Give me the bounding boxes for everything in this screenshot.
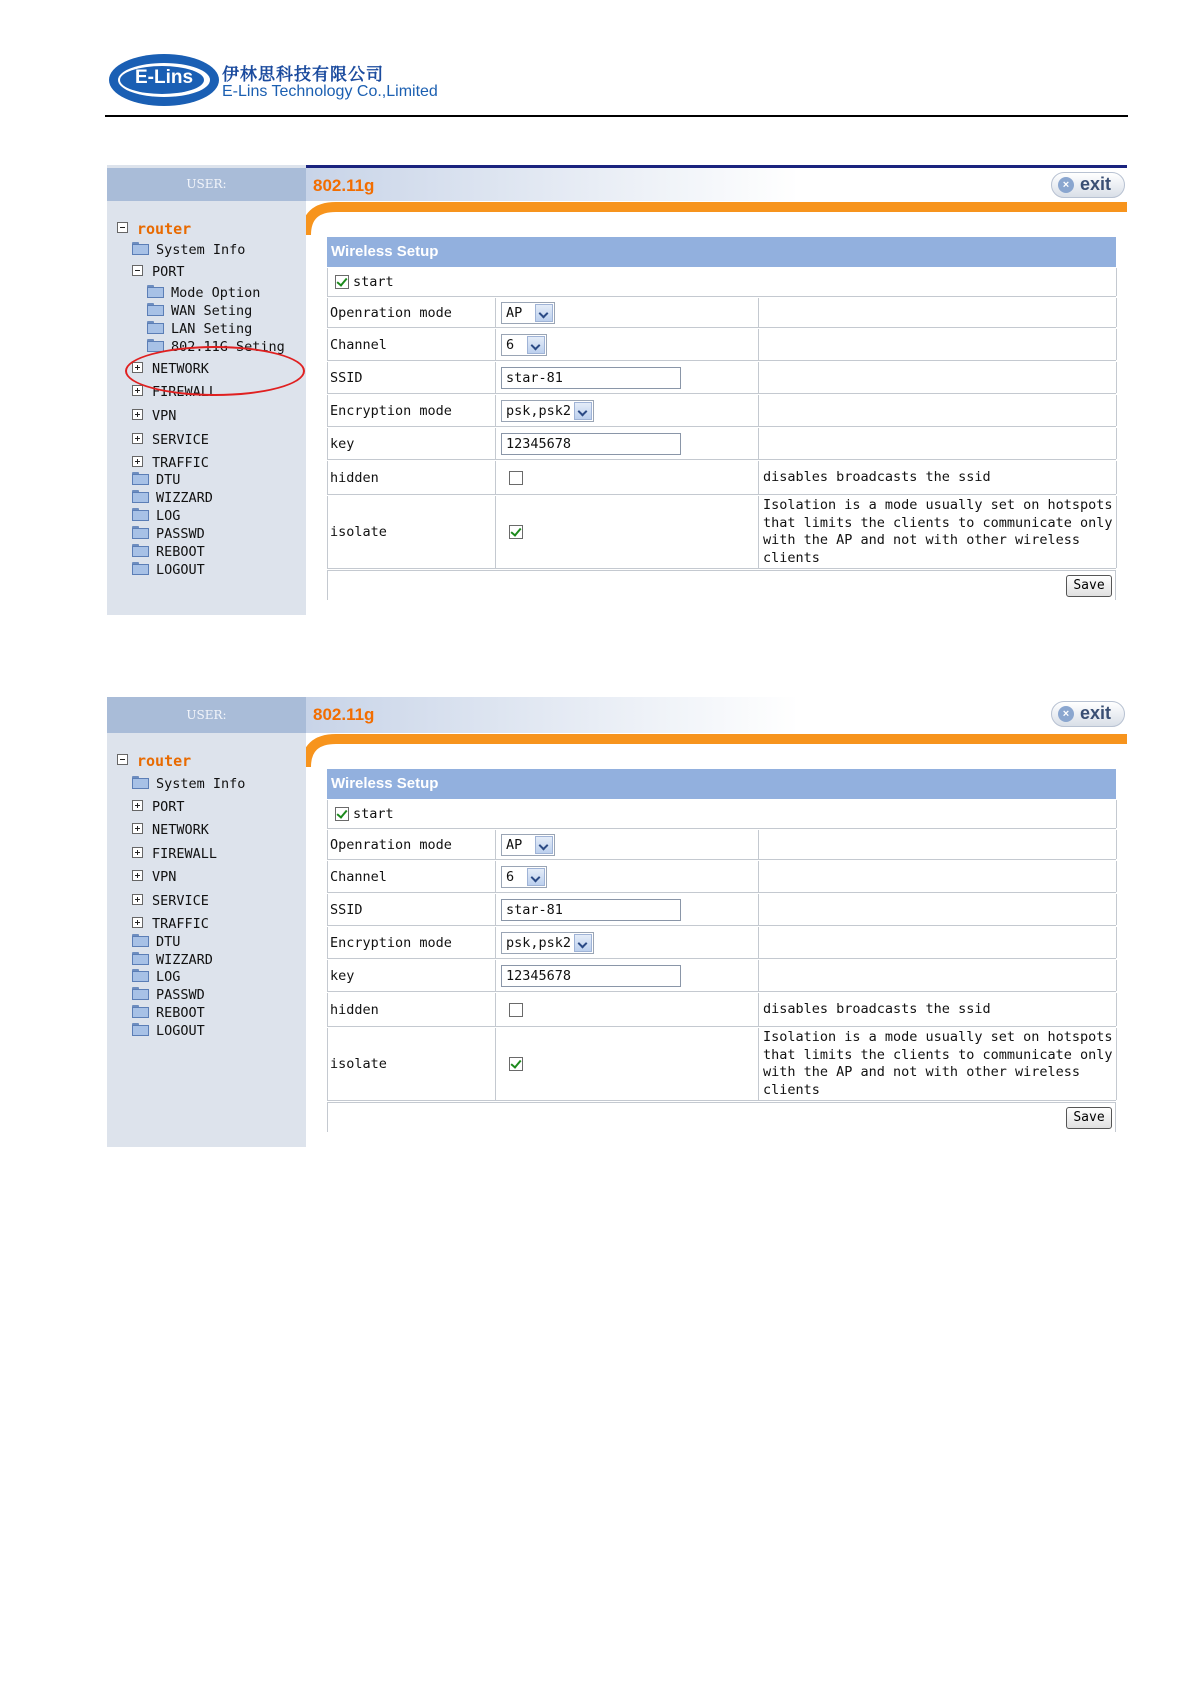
tree-item-logout[interactable] — [132, 1022, 205, 1040]
hidden-note: disables broadcasts the ssid — [763, 1000, 991, 1017]
tree-item-lan-seting[interactable] — [147, 320, 252, 338]
expand-icon — [132, 385, 143, 396]
save-button[interactable]: Save — [1066, 575, 1112, 597]
key-note-cell — [760, 428, 1117, 459]
start-label: start — [353, 806, 394, 822]
tree-item-label: 802.11G Seting — [171, 339, 285, 355]
operation-mode-note-cell — [760, 830, 1117, 859]
key-value-cell — [497, 960, 759, 991]
channel-label: Channel — [328, 329, 496, 360]
orange-frame-curve — [306, 201, 1127, 235]
expand-icon — [132, 409, 143, 420]
channel-value-cell — [497, 329, 759, 360]
tree-item-router[interactable] — [117, 752, 191, 770]
folder-icon — [132, 490, 148, 502]
tree-item-service[interactable] — [132, 892, 209, 910]
tree-item-label: PASSWD — [156, 526, 205, 542]
save-button[interactable]: Save — [1066, 1107, 1112, 1129]
tree-item-mode-option[interactable] — [147, 284, 260, 302]
operation-mode-value-cell — [497, 830, 759, 859]
title-bar — [306, 697, 1127, 733]
tree-item-system-info[interactable] — [132, 241, 245, 259]
operation-mode-row — [327, 830, 1116, 860]
tree-item-label: PORT — [152, 799, 185, 815]
tree-item-network[interactable] — [132, 360, 209, 378]
router-screenshot-2 — [107, 697, 1127, 1147]
tree-item-label: VPN — [152, 408, 177, 424]
hidden-row — [327, 993, 1116, 1027]
key-label: key — [328, 428, 496, 459]
operation-mode-label: Openration mode — [328, 830, 496, 859]
hidden-value-cell — [497, 461, 759, 494]
tree-item-label: FIREWALL — [152, 846, 218, 862]
selected-value: psk,psk2 — [506, 402, 572, 419]
tree-item-label: LOG — [156, 969, 181, 985]
tree-item-label: VPN — [152, 869, 177, 885]
encryption-mode-value-cell — [497, 927, 759, 958]
tree-item-firewall[interactable] — [132, 845, 217, 863]
ssid-value-cell — [497, 362, 759, 393]
user-label: USER: — [107, 697, 306, 733]
selected-value: psk,psk2 — [506, 934, 572, 951]
user-label: USER: — [107, 168, 306, 201]
key-label: key — [328, 960, 496, 991]
tree-item-wizzard[interactable] — [132, 489, 213, 507]
expand-icon — [132, 456, 143, 467]
tree-item-log[interactable] — [132, 968, 180, 986]
tree-item-label: WIZZARD — [156, 952, 213, 968]
channel-row — [327, 329, 1116, 361]
tree-item-label: Mode Option — [171, 285, 261, 301]
operation-mode-label: Openration mode — [328, 298, 496, 327]
hidden-note-cell — [760, 993, 1117, 1026]
close-circle-icon: × — [1058, 706, 1074, 722]
folder-icon — [132, 1023, 148, 1035]
channel-note-cell — [760, 861, 1117, 892]
tree-item-port[interactable] — [132, 263, 185, 281]
tree-item-passwd[interactable] — [132, 986, 205, 1004]
tree-item-label: System Info — [156, 776, 246, 792]
ssid-label: SSID — [328, 894, 496, 925]
tree-item-label: PORT — [152, 264, 185, 280]
start-checkbox[interactable] — [335, 275, 349, 289]
chevron-down-icon — [535, 836, 553, 854]
tree-item-vpn[interactable] — [132, 407, 176, 425]
folder-icon — [147, 303, 163, 315]
row-frame — [328, 268, 1117, 296]
selected-value: 6 — [506, 868, 515, 885]
hidden-label: hidden — [328, 461, 496, 494]
folder-icon — [147, 285, 163, 297]
tree-item-log[interactable] — [132, 507, 180, 525]
exit-button[interactable] — [1051, 172, 1125, 198]
isolate-note: Isolation is a mode usually set on hotspots that limits the clients to communicate only with the AP and not with other wireless clients — [763, 1029, 1113, 1098]
encryption-mode-row — [327, 927, 1116, 959]
ssid-row — [327, 362, 1116, 394]
tree-item-label: router — [137, 220, 192, 238]
tree-item-reboot[interactable] — [132, 1004, 205, 1022]
exit-label: exit — [1080, 174, 1112, 194]
isolate-note-cell — [760, 1028, 1117, 1100]
tree-item-firewall[interactable] — [132, 383, 217, 401]
collapse-icon — [117, 222, 128, 233]
expand-icon — [132, 870, 143, 881]
tree-item-vpn[interactable] — [132, 868, 176, 886]
hidden-note-cell — [760, 461, 1117, 494]
hidden-row — [327, 461, 1116, 495]
tree-item-label: TRAFFIC — [152, 916, 209, 932]
tree-item-label: NETWORK — [152, 361, 209, 377]
ssid-row — [327, 894, 1116, 926]
encryption-mode-row — [327, 395, 1116, 427]
ssid-note-cell — [760, 894, 1117, 925]
channel-note-cell — [760, 329, 1117, 360]
orange-frame-curve — [306, 733, 1127, 767]
tree-item-label: LOGOUT — [156, 1023, 205, 1039]
encryption-mode-note-cell — [760, 927, 1117, 958]
tree-item-label: REBOOT — [156, 544, 205, 560]
isolate-label: isolate — [328, 496, 496, 568]
tree-item-label: LOGOUT — [156, 562, 205, 578]
key-row — [327, 960, 1116, 992]
section-header: Wireless Setup — [327, 237, 1116, 267]
isolate-value-cell — [497, 1028, 759, 1100]
isolate-note-cell — [760, 496, 1117, 568]
channel-select[interactable] — [501, 866, 547, 888]
channel-value-cell — [497, 861, 759, 892]
ssid-input[interactable]: star-81 — [501, 899, 681, 921]
tree-item-label: WAN Seting — [171, 303, 253, 319]
tree-item-label: WIZZARD — [156, 490, 213, 506]
company-logo — [108, 50, 458, 112]
folder-icon — [132, 934, 148, 946]
chevron-down-icon — [535, 304, 553, 322]
expand-icon — [132, 800, 143, 811]
ssid-input[interactable]: star-81 — [501, 367, 681, 389]
start-row — [327, 268, 1116, 297]
folder-icon — [132, 472, 148, 484]
isolate-note: Isolation is a mode usually set on hotspots that limits the clients to communicate only with the AP and not with other wireless clients — [763, 497, 1113, 566]
start-checkbox[interactable] — [335, 807, 349, 821]
router-screenshot-1 — [107, 165, 1127, 615]
isolate-label: isolate — [328, 1028, 496, 1100]
exit-label: exit — [1080, 703, 1112, 723]
start-row — [327, 800, 1116, 829]
folder-icon — [132, 242, 148, 254]
expand-icon — [132, 362, 143, 373]
encryption-mode-select[interactable] — [501, 400, 594, 422]
hidden-note: disables broadcasts the ssid — [763, 468, 991, 485]
tree-item-label: PASSWD — [156, 987, 205, 1003]
save-row — [327, 1102, 1116, 1132]
logo-badge-text: E-Lins — [134, 67, 194, 88]
tree-item-traffic[interactable] — [132, 454, 209, 472]
folder-icon — [147, 321, 163, 333]
tree-item-label: SERVICE — [152, 893, 209, 909]
key-input[interactable]: 12345678 — [501, 433, 681, 455]
expand-icon — [132, 433, 143, 444]
title-bar — [306, 168, 1127, 201]
hidden-value-cell — [497, 993, 759, 1026]
page-title: 802.11g — [313, 705, 375, 724]
key-input[interactable]: 12345678 — [501, 965, 681, 987]
hidden-checkbox[interactable] — [509, 1003, 523, 1017]
tree-item-wan-seting[interactable] — [147, 302, 252, 320]
encryption-mode-label: Encryption mode — [328, 395, 496, 426]
tree-item-traffic[interactable] — [132, 915, 209, 933]
tree-item-dtu[interactable] — [132, 933, 180, 951]
folder-icon — [132, 544, 148, 556]
folder-icon — [132, 952, 148, 964]
folder-icon — [132, 508, 148, 520]
collapse-icon — [117, 754, 128, 765]
tree-item-passwd[interactable] — [132, 525, 205, 543]
tree-item-dtu[interactable] — [132, 471, 180, 489]
selected-value: AP — [506, 836, 523, 853]
tree-item-port[interactable] — [132, 798, 185, 816]
tree-item-logout[interactable] — [132, 561, 205, 579]
tree-item-label: TRAFFIC — [152, 455, 209, 471]
company-name-cn: 伊林思科技有限公司 — [222, 65, 384, 85]
chevron-down-icon — [527, 868, 545, 886]
encryption-mode-label: Encryption mode — [328, 927, 496, 958]
isolate-row — [327, 496, 1116, 569]
tree-item-service[interactable] — [132, 431, 209, 449]
operation-mode-row — [327, 298, 1116, 328]
ssid-note-cell — [760, 362, 1117, 393]
tree-item-system-info[interactable] — [132, 775, 245, 793]
tree-item-label: FIREWALL — [152, 384, 218, 400]
header-divider — [105, 115, 1128, 117]
expand-icon — [132, 847, 143, 858]
tree-item-label: REBOOT — [156, 1005, 205, 1021]
isolate-checkbox[interactable] — [509, 525, 523, 539]
page-title: 802.11g — [313, 176, 375, 195]
folder-icon — [132, 1005, 148, 1017]
tree-item-802-11g-seting[interactable] — [147, 338, 285, 356]
tree-item-wizzard[interactable] — [132, 951, 213, 969]
tree-item-label: router — [137, 752, 192, 770]
tree-item-label: DTU — [156, 934, 181, 950]
channel-select[interactable] — [501, 334, 547, 356]
isolate-row — [327, 1028, 1116, 1101]
tree-item-reboot[interactable] — [132, 543, 205, 561]
key-note-cell — [760, 960, 1117, 991]
channel-label: Channel — [328, 861, 496, 892]
start-label: start — [353, 274, 394, 290]
folder-icon — [132, 987, 148, 999]
hidden-checkbox[interactable] — [509, 471, 523, 485]
ssid-value-cell — [497, 894, 759, 925]
expand-icon — [132, 917, 143, 928]
encryption-mode-value-cell — [497, 395, 759, 426]
selected-value: 6 — [506, 336, 515, 353]
chevron-down-icon — [527, 336, 545, 354]
channel-row — [327, 861, 1116, 893]
isolate-value-cell — [497, 496, 759, 568]
folder-icon — [147, 339, 163, 351]
start-toggle[interactable] — [335, 806, 394, 822]
row-frame — [328, 800, 1117, 828]
hidden-label: hidden — [328, 993, 496, 1026]
tree-item-network[interactable] — [132, 821, 209, 839]
tree-item-label: SERVICE — [152, 432, 209, 448]
tree-item-router[interactable] — [117, 220, 191, 238]
ssid-label: SSID — [328, 362, 496, 393]
isolate-checkbox[interactable] — [509, 1057, 523, 1071]
expand-icon — [132, 894, 143, 905]
folder-icon — [132, 969, 148, 981]
operation-mode-select[interactable] — [501, 302, 555, 324]
tree-item-label: DTU — [156, 472, 181, 488]
close-circle-icon: × — [1058, 177, 1074, 193]
operation-mode-value-cell — [497, 298, 759, 327]
tree-item-label: NETWORK — [152, 822, 209, 838]
folder-icon — [132, 562, 148, 574]
company-name-en: E-Lins Technology Co.,Limited — [222, 83, 438, 100]
operation-mode-note-cell — [760, 298, 1117, 327]
save-row — [327, 570, 1116, 600]
tree-item-label: System Info — [156, 242, 246, 258]
start-toggle[interactable] — [335, 274, 394, 290]
selected-value: AP — [506, 304, 523, 321]
section-header: Wireless Setup — [327, 769, 1116, 799]
chevron-down-icon — [574, 402, 592, 420]
key-row — [327, 428, 1116, 460]
expand-icon — [132, 823, 143, 834]
key-value-cell — [497, 428, 759, 459]
exit-button[interactable] — [1051, 701, 1125, 727]
tree-item-label: LOG — [156, 508, 181, 524]
chevron-down-icon — [574, 934, 592, 952]
encryption-mode-select[interactable] — [501, 932, 594, 954]
collapse-icon — [132, 265, 143, 276]
encryption-mode-note-cell — [760, 395, 1117, 426]
tree-item-label: LAN Seting — [171, 321, 253, 337]
folder-icon — [132, 526, 148, 538]
operation-mode-select[interactable] — [501, 834, 555, 856]
folder-icon — [132, 776, 148, 788]
